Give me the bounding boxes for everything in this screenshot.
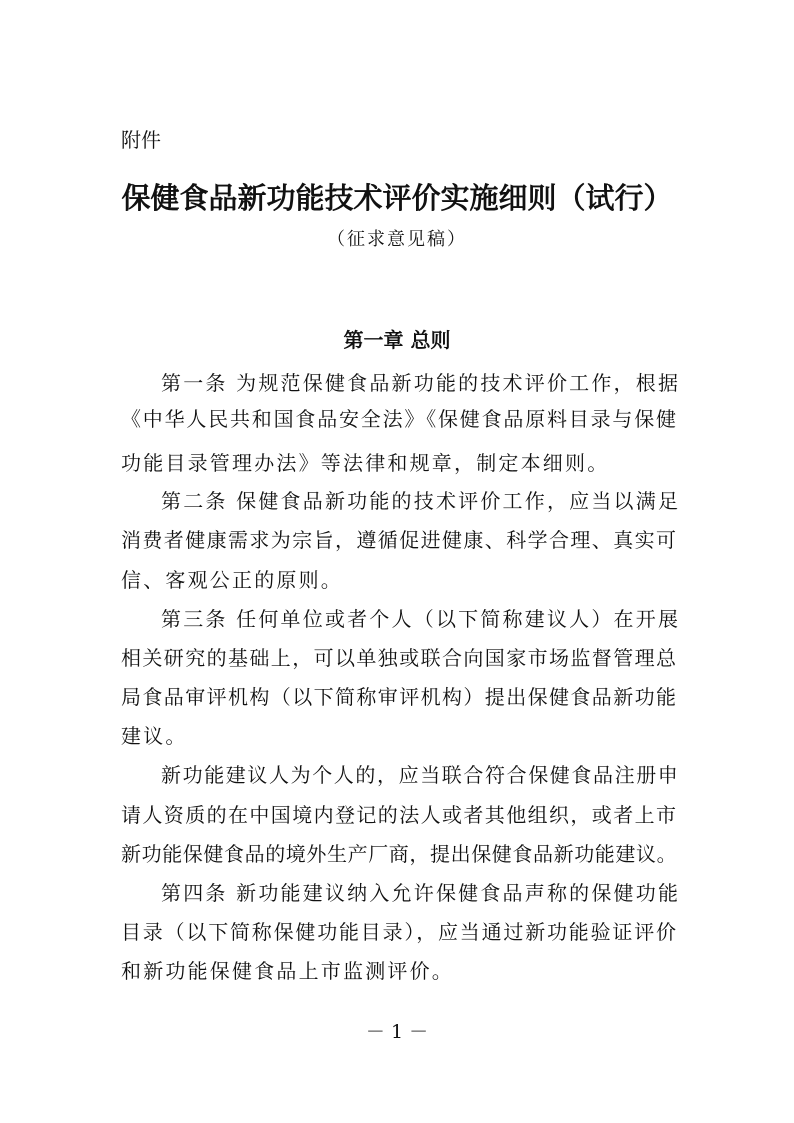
document-subtitle: （征求意见稿） [327, 229, 467, 250]
paragraph-line: 请人资质的在中国境内登记的法人或者其他组织，或者上市 [121, 803, 678, 827]
paragraph-line: 第三条 任何单位或者个人（以下简称建议人）在开展 [161, 607, 681, 631]
paragraph-line: 《中华人民共和国食品安全法》《保健食品原料目录与保健 [121, 407, 678, 431]
paragraph-line: 第二条 保健食品新功能的技术评价工作，应当以满足 [161, 489, 681, 513]
chapter-heading: 第一章 总则 [343, 328, 451, 352]
paragraph-line: 局食品审评机构（以下简称审评机构）提出保健食品新功能 [121, 685, 678, 709]
paragraph-line: 目录（以下简称保健功能目录），应当通过新功能验证评价 [121, 920, 678, 944]
paragraph-line: 消费者健康需求为宗旨，遵循促进健康、科学合理、真实可 [121, 528, 678, 552]
paragraph-line: 和新功能保健食品上市监测评价。 [121, 959, 454, 983]
paragraph-line: 相关研究的基础上，可以单独或联合向国家市场监督管理总 [121, 646, 678, 670]
paragraph-line: 功能目录管理办法》等法律和规章，制定本细则。 [121, 451, 610, 475]
paragraph-line: 新功能保健食品的境外生产厂商，提出保健食品新功能建议。 [121, 842, 678, 866]
paragraph-line: 新功能建议人为个人的，应当联合符合保健食品注册申 [161, 763, 680, 787]
attachment-label: 附件 [121, 128, 161, 152]
paragraph-line: 第一条 为规范保健食品新功能的技术评价工作，根据 [161, 371, 681, 395]
paragraph-line: 第四条 新功能建议纳入允许保健食品声称的保健功能 [161, 881, 681, 905]
paragraph-line: 建议。 [121, 724, 188, 748]
document-title: 保健食品新功能技术评价实施细则（试行） [121, 181, 673, 215]
page-number: － 1 － [365, 1021, 429, 1043]
paragraph-line: 信、客观公正的原则。 [121, 568, 343, 592]
